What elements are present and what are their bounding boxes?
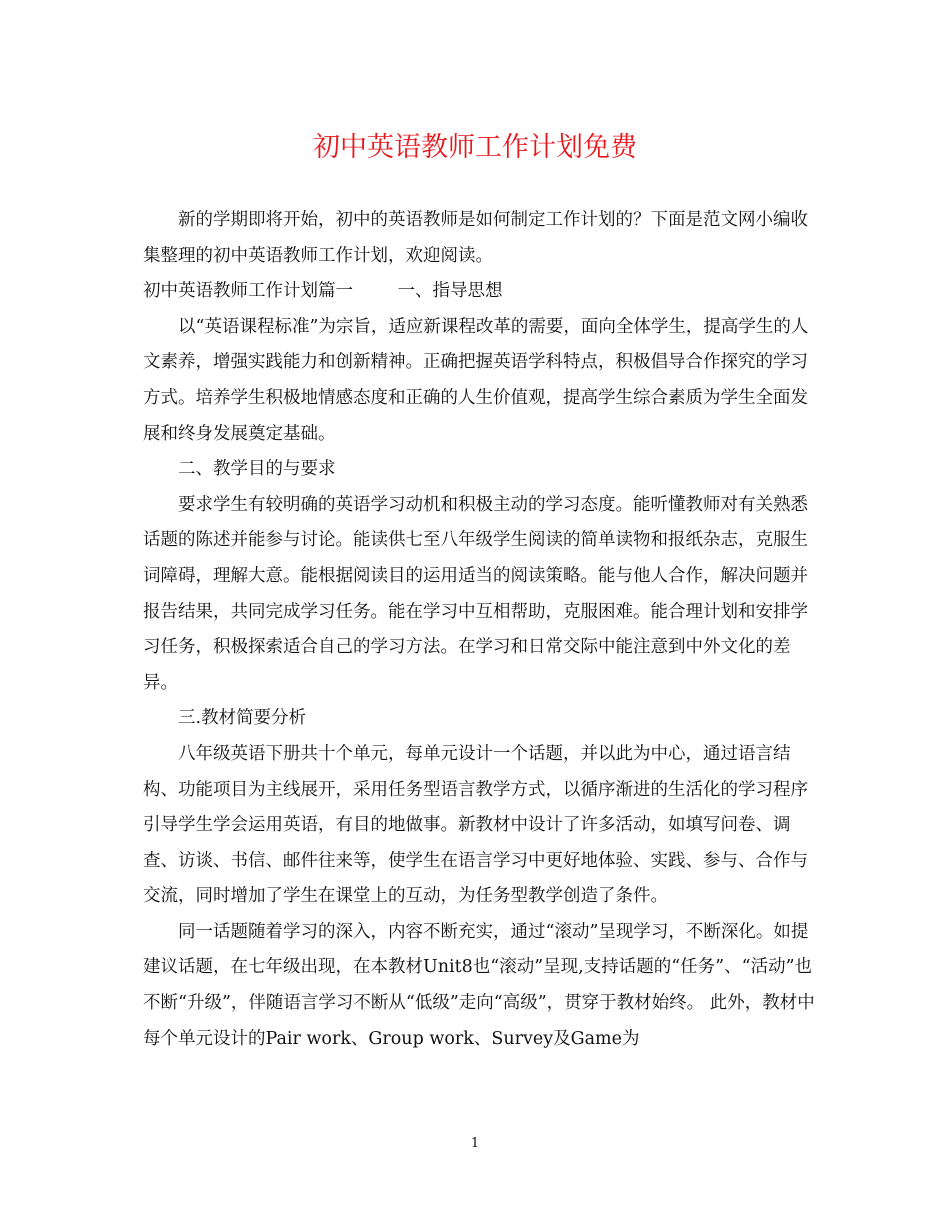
document-title: 初中英语教师工作计划免费 [313,132,637,163]
section-heading-textbook-analysis: 三.教材简要分析 [178,708,307,729]
paragraph-intro: 新的学期即将开始，初中的英语教师是如何制定工作计划的？下面是范文网小编收集整理的初中英语教师工作计划，欢迎阅读。 [143,210,808,266]
page-number: 1 [470,1136,480,1151]
section-heading-teaching-goals: 二、教学目的与要求 [178,459,336,480]
document-body [143,203,815,1057]
paragraph-textbook-analysis: 八年级英语下册共十个单元，每单元设计一个话题，并以此为中心，通过语言结构、功能项目为主线展开，采用任务型语言教学方式，以循序渐进的生活化的学习程序引导学生学会运用英语，有目的地做事。新教材中设计了许多活动，如填写问卷、调查、访谈、书信、邮件往来等，使学生在语言学习中更好地体验、实践、参与、合作与交流，同时增加了学生在课堂上的互动，为任务型教学创造了条件。 [143,743,808,907]
section-heading-guiding-ideology: 初中英语教师工作计划篇一 一、指导思想 [143,281,503,302]
paragraph-guiding-ideology: 以“英语课程标准”为宗旨，适应新课程改革的需要，面向全体学生，提高学生的人文素养，增强实践能力和创新精神。正确把握英语学科特点，积极倡导合作探究的学习方式。培养学生积极地情感态度和正确的人生价值观，提高学生综合素质为学生全面发展和终身发展奠定基础。 [143,316,809,444]
paragraph-topic-rolling: 同一话题随着学习的深入，内容不断充实，通过“滚动”呈现学习，不断深化。如提建议话题，在七年级出现，在本教材Unit8也“滚动”呈现,支持话题的“任务”、“活动”也不断“升级”，伴随语言学习不断从“低级”走向“高级”，贯穿于教材始终。 此外，教材中每个单元设计的Pair work、Group work、Survey及Game为 [143,921,815,1049]
paragraph-teaching-goals: 要求学生有较明确的英语学习动机和积极主动的学习态度。能听懂教师对有关熟悉话题的陈述并能参与讨论。能读供七至八年级学生阅读的简单读物和报纸杂志，克服生词障碍，理解大意。能根据阅读目的运用适当的阅读策略。能与他人合作，解决问题并报告结果，共同完成学习任务。能在学习中互相帮助，克服困难。能合理计划和安排学习任务，积极探索适合自己的学习方法。在学习和日常交际中能注意到中外文化的差异。 [143,494,808,693]
